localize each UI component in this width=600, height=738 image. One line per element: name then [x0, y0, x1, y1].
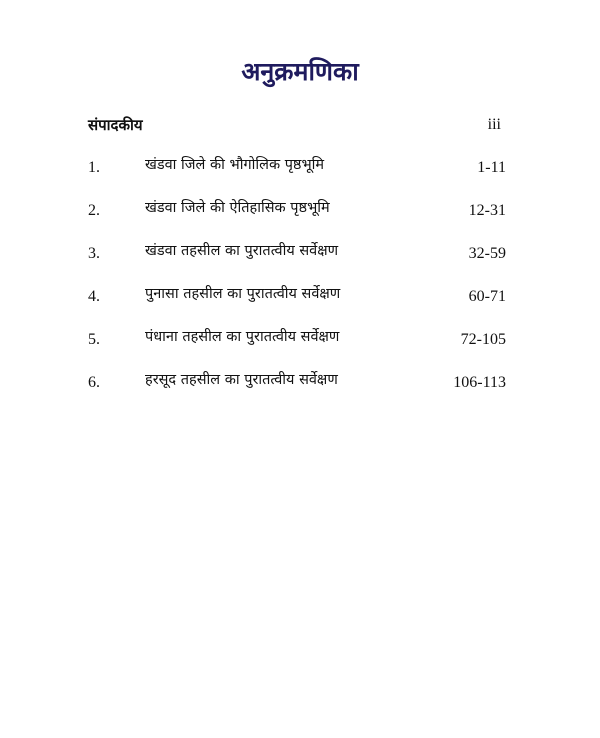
toc-entry-title: पंधाना तहसील का पुरातत्वीय सर्वेक्षण	[145, 329, 340, 345]
toc-entry-number: 3.	[88, 245, 100, 262]
toc-entry-pages: 12-31	[468, 202, 506, 219]
toc-preface-row	[88, 112, 506, 138]
toc-preface-page: iii	[487, 116, 501, 133]
toc-entry-title: खंडवा तहसील का पुरातत्वीय सर्वेक्षण	[145, 243, 339, 259]
toc-entry-pages: 32-59	[468, 245, 506, 262]
page-title: अनुक्रमणिका	[241, 57, 359, 86]
toc-entry-pages: 1-11	[477, 159, 506, 176]
toc-entry	[88, 152, 506, 195]
toc-entry	[88, 281, 506, 324]
toc-entry-pages: 106-113	[453, 374, 506, 391]
toc-entry	[88, 324, 506, 367]
toc-list	[88, 152, 506, 410]
toc-entry-number: 5.	[88, 331, 100, 348]
toc-entry	[88, 195, 506, 238]
toc-entry-number: 1.	[88, 159, 100, 176]
toc-entry-title: खंडवा जिले की ऐतिहासिक पृष्ठभूमि	[145, 200, 330, 216]
toc-entry-pages: 60-71	[468, 288, 506, 305]
toc-entry-title: हरसूद तहसील का पुरातत्वीय सर्वेक्षण	[145, 372, 338, 388]
toc-entry-pages: 72-105	[460, 331, 506, 348]
toc-entry-number: 2.	[88, 202, 100, 219]
toc-preface-label: संपादकीय	[88, 116, 143, 134]
toc-entry-number: 4.	[88, 288, 100, 305]
toc-entry	[88, 367, 506, 410]
toc-entry-number: 6.	[88, 374, 100, 391]
toc-entry	[88, 238, 506, 281]
toc-entry-title: पुनासा तहसील का पुरातत्वीय सर्वेक्षण	[145, 286, 341, 302]
toc-entry-title: खंडवा जिले की भौगोलिक पृष्ठभूमि	[145, 157, 325, 173]
